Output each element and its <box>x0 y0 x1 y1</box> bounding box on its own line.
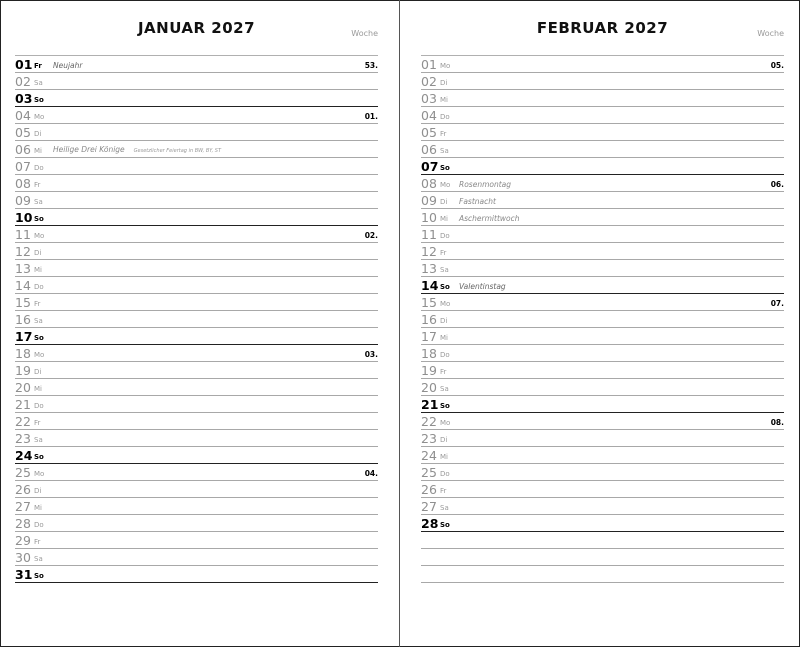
day-row <box>15 209 378 226</box>
day-number: 12 <box>421 244 437 259</box>
day-row <box>15 141 378 158</box>
day-number: 12 <box>15 244 31 259</box>
week-number: 01. <box>364 112 378 121</box>
week-column-header: Woche <box>351 29 378 38</box>
day-row <box>421 107 784 124</box>
weekday-name: Mo <box>440 300 451 308</box>
weekday-name: So <box>440 402 450 410</box>
day-number: 22 <box>15 414 31 429</box>
day-row <box>421 226 784 243</box>
weekday-name: Mo <box>440 181 451 189</box>
day-number: 24 <box>421 448 437 463</box>
weekday-name: Mi <box>440 215 448 223</box>
day-number: 01 <box>15 57 33 72</box>
day-row <box>15 430 378 447</box>
day-row <box>15 90 378 107</box>
week-number: 08. <box>770 418 784 427</box>
weekday-name: Do <box>34 164 44 172</box>
day-row <box>421 464 784 481</box>
holiday-name: Valentinstag <box>459 282 506 291</box>
weekday-name: Do <box>34 402 44 410</box>
weekday-name: Mo <box>34 232 45 240</box>
day-row <box>421 447 784 464</box>
day-number: 23 <box>15 431 31 446</box>
day-row <box>15 481 378 498</box>
day-row <box>421 311 784 328</box>
day-row <box>421 73 784 90</box>
day-row <box>15 379 378 396</box>
weekday-name: Sa <box>440 147 449 155</box>
weekday-name: Fr <box>34 181 41 189</box>
day-number: 25 <box>15 465 31 480</box>
day-row <box>15 311 378 328</box>
week-number: 04. <box>364 469 378 478</box>
weekday-name: Mo <box>440 62 451 70</box>
day-row <box>15 73 378 90</box>
weekday-name: Mo <box>34 113 45 121</box>
day-row <box>421 345 784 362</box>
day-number: 07 <box>421 159 439 174</box>
day-row <box>15 328 378 345</box>
weekday-name: Do <box>34 283 44 291</box>
day-row <box>15 464 378 481</box>
holiday-note: Gesetzlicher Feiertag in BW, BY, ST <box>133 148 222 154</box>
day-row <box>421 413 784 430</box>
month-january <box>15 0 378 647</box>
weekday-name: Di <box>34 487 42 495</box>
day-number: 28 <box>15 516 31 531</box>
day-row <box>421 498 784 515</box>
weekday-name: Mi <box>34 147 42 155</box>
weekday-name: Sa <box>440 385 449 393</box>
day-row <box>15 447 378 464</box>
holiday-name: Fastnacht <box>459 197 496 206</box>
day-number: 16 <box>421 312 437 327</box>
day-number: 08 <box>15 176 31 191</box>
weekday-name: Mi <box>34 385 42 393</box>
weekday-name: Di <box>34 249 42 257</box>
day-number: 26 <box>421 482 437 497</box>
day-row <box>15 362 378 379</box>
weekday-name: Di <box>440 198 448 206</box>
day-row <box>421 379 784 396</box>
day-number: 13 <box>421 261 437 276</box>
holiday-label <box>459 197 496 207</box>
weekday-name: Fr <box>440 368 447 376</box>
weekday-name: Di <box>440 436 448 444</box>
weekday-name: Mi <box>34 266 42 274</box>
month-february <box>421 0 784 647</box>
day-row <box>15 549 378 566</box>
holiday-label <box>459 214 519 224</box>
day-number: 19 <box>15 363 31 378</box>
blank-line <box>421 566 784 583</box>
weekday-name: Do <box>440 232 450 240</box>
day-row <box>421 124 784 141</box>
day-row <box>15 175 378 192</box>
holiday-label <box>53 145 221 156</box>
day-row <box>15 498 378 515</box>
weekday-name: Fr <box>34 300 41 308</box>
day-number: 29 <box>15 533 31 548</box>
day-row <box>421 175 784 192</box>
day-number: 10 <box>421 210 437 225</box>
day-row <box>421 328 784 345</box>
day-number: 19 <box>421 363 437 378</box>
day-row <box>15 124 378 141</box>
day-number: 20 <box>421 380 437 395</box>
day-number: 09 <box>15 193 31 208</box>
weekday-name: Fr <box>34 538 41 546</box>
weekday-name: Sa <box>440 266 449 274</box>
day-number: 05 <box>421 125 437 140</box>
holiday-label <box>459 180 511 190</box>
weekday-name: So <box>34 96 44 104</box>
day-number: 30 <box>15 550 31 565</box>
blank-line <box>421 532 784 549</box>
weekday-name: Sa <box>34 198 43 206</box>
day-row <box>421 209 784 226</box>
weekday-name: Di <box>440 317 448 325</box>
day-row <box>15 158 378 175</box>
day-number: 03 <box>421 91 437 106</box>
day-number: 16 <box>15 312 31 327</box>
weekday-name: So <box>34 453 44 461</box>
page-gutter <box>399 0 400 647</box>
day-row <box>421 362 784 379</box>
weekday-name: Do <box>34 521 44 529</box>
weekday-name: So <box>34 334 44 342</box>
weekday-name: Mi <box>440 96 448 104</box>
weekday-name: Mo <box>440 419 451 427</box>
day-row <box>15 566 378 583</box>
weekday-name: Sa <box>34 436 43 444</box>
week-number: 03. <box>364 350 378 359</box>
weekday-name: Mi <box>440 334 448 342</box>
day-number: 04 <box>15 108 31 123</box>
day-row <box>421 56 784 73</box>
weekday-name: Fr <box>34 62 42 70</box>
week-number: 53. <box>364 61 378 70</box>
day-row <box>421 158 784 175</box>
day-row <box>421 141 784 158</box>
day-number: 13 <box>15 261 31 276</box>
day-row <box>421 515 784 532</box>
day-row <box>15 515 378 532</box>
weekday-name: Di <box>440 79 448 87</box>
weekday-name: So <box>440 521 450 529</box>
day-number: 26 <box>15 482 31 497</box>
day-number: 27 <box>15 499 31 514</box>
day-number: 17 <box>421 329 437 344</box>
week-number: 02. <box>364 231 378 240</box>
weekday-name: Fr <box>34 419 41 427</box>
day-row <box>15 243 378 260</box>
day-row <box>421 90 784 107</box>
month-title: JANUAR 2027 <box>137 19 256 37</box>
day-number: 17 <box>15 329 33 344</box>
day-number: 03 <box>15 91 33 106</box>
weekday-name: Sa <box>34 79 43 87</box>
day-number: 11 <box>421 227 437 242</box>
weekday-name: So <box>34 572 44 580</box>
day-row <box>15 532 378 549</box>
day-number: 02 <box>15 74 31 89</box>
day-number: 22 <box>421 414 437 429</box>
day-row <box>15 396 378 413</box>
day-number: 14 <box>15 278 31 293</box>
day-number: 24 <box>15 448 33 463</box>
weekday-name: So <box>34 215 44 223</box>
day-number: 06 <box>421 142 437 157</box>
day-number: 02 <box>421 74 437 89</box>
week-number: 05. <box>770 61 784 70</box>
day-row <box>15 277 378 294</box>
day-row <box>421 277 784 294</box>
day-number: 25 <box>421 465 437 480</box>
weekday-name: So <box>440 164 450 172</box>
weekday-name: Fr <box>440 487 447 495</box>
week-column-header: Woche <box>757 29 784 38</box>
day-row <box>421 243 784 260</box>
day-number: 08 <box>421 176 437 191</box>
day-number: 11 <box>15 227 31 242</box>
day-number: 21 <box>421 397 439 412</box>
week-number: 07. <box>770 299 784 308</box>
day-number: 18 <box>421 346 437 361</box>
day-list <box>421 56 784 583</box>
day-number: 01 <box>421 57 437 72</box>
day-number: 18 <box>15 346 31 361</box>
day-number: 14 <box>421 278 439 293</box>
day-row <box>15 192 378 209</box>
day-row <box>15 226 378 243</box>
month-title: FEBRUAR 2027 <box>536 19 669 37</box>
day-number: 28 <box>421 516 439 531</box>
day-number: 07 <box>15 159 31 174</box>
weekday-name: Mo <box>34 470 45 478</box>
day-number: 09 <box>421 193 437 208</box>
day-list <box>15 56 378 583</box>
holiday-name: Neujahr <box>53 61 83 70</box>
day-row <box>421 294 784 311</box>
day-row <box>421 430 784 447</box>
day-number: 04 <box>421 108 437 123</box>
weekday-name: Mo <box>34 351 45 359</box>
weekday-name: So <box>440 283 450 291</box>
day-number: 15 <box>15 295 31 310</box>
weekday-name: Fr <box>440 249 447 257</box>
day-row <box>15 107 378 124</box>
day-row <box>421 260 784 277</box>
weekday-name: Sa <box>440 504 449 512</box>
day-row <box>421 481 784 498</box>
day-number: 05 <box>15 125 31 140</box>
day-number: 06 <box>15 142 31 157</box>
day-number: 10 <box>15 210 33 225</box>
blank-line <box>421 549 784 566</box>
day-number: 31 <box>15 567 33 582</box>
weekday-name: Di <box>34 368 42 376</box>
weekday-name: Do <box>440 470 450 478</box>
day-row <box>421 192 784 209</box>
day-row <box>421 396 784 413</box>
day-number: 21 <box>15 397 31 412</box>
day-number: 27 <box>421 499 437 514</box>
weekday-name: Di <box>34 130 42 138</box>
holiday-name: Heilige Drei Könige <box>53 145 125 154</box>
weekday-name: Do <box>440 351 450 359</box>
weekday-name: Mi <box>34 504 42 512</box>
holiday-name: Aschermittwoch <box>459 214 520 223</box>
day-number: 15 <box>421 295 437 310</box>
holiday-label <box>53 61 83 71</box>
weekday-name: Fr <box>440 130 447 138</box>
day-number: 23 <box>421 431 437 446</box>
weekday-name: Do <box>440 113 450 121</box>
day-row <box>15 413 378 430</box>
weekday-name: Sa <box>34 555 43 563</box>
weekday-name: Mi <box>440 453 448 461</box>
weekday-name: Sa <box>34 317 43 325</box>
day-row <box>15 260 378 277</box>
day-row <box>15 345 378 362</box>
holiday-name: Rosenmontag <box>459 180 512 189</box>
week-number: 06. <box>770 180 784 189</box>
day-row <box>15 56 378 73</box>
holiday-label <box>459 282 506 292</box>
day-row <box>15 294 378 311</box>
day-number: 20 <box>15 380 31 395</box>
